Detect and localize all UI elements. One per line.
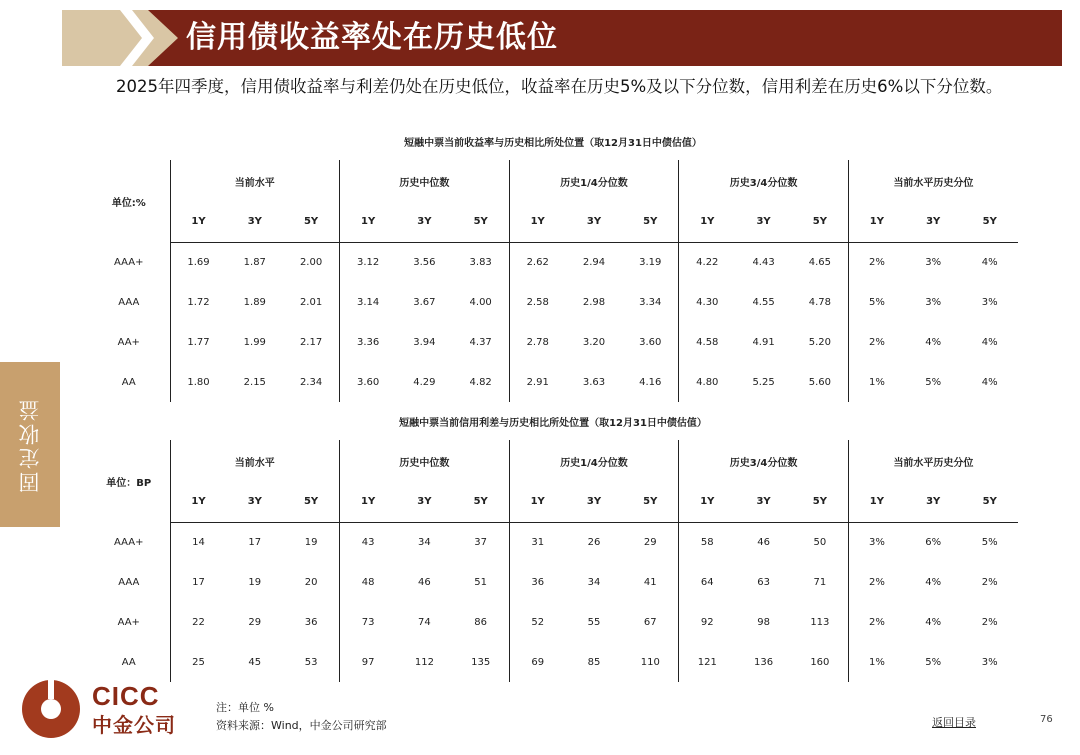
spread-table-cell: 73	[340, 602, 397, 642]
spread-table-cell: 45	[248, 656, 262, 668]
spread-table-year-header: 1Y	[679, 482, 736, 522]
yield-table-group: 历史3/4分位数	[679, 160, 849, 202]
yield-table-cell: 1.69	[170, 242, 227, 282]
spread-table-cell: 25	[170, 642, 227, 682]
spread-table-cell: 26	[587, 536, 601, 548]
yield-table-cell: 3.19	[639, 256, 662, 268]
yield-table-cell: 1.77	[170, 322, 227, 362]
spread-table-cell: 22	[170, 602, 227, 642]
spread-table-cell: 112	[414, 656, 434, 668]
spread-table-year-header: 3Y	[396, 482, 453, 522]
yield-table-year-header: 5Y	[283, 202, 340, 242]
back-to-contents-link[interactable]: 返回目录	[932, 716, 976, 729]
spread-table-year-header: 5Y	[283, 482, 340, 522]
yield-table-cell: 5.25	[752, 376, 775, 388]
yield-table-cell: 3%	[925, 256, 942, 268]
spread-table-cell: 74	[418, 616, 431, 628]
spread-table-group: 历史3/4分位数	[679, 440, 849, 482]
spread-table-group: 历史中位数	[340, 440, 510, 482]
spread-table-cell: 46	[418, 576, 431, 588]
spread-table-year-header: 5Y	[961, 482, 1018, 522]
yield-table-cell: 4.29	[413, 376, 436, 388]
spread-table-group: 历史1/4分位数	[509, 440, 679, 482]
cicc-logo	[20, 678, 200, 738]
spread-table-cell: 1%	[848, 642, 905, 682]
spread-table-unit: 单位：BP	[106, 477, 152, 489]
spread-table-cell: 4%	[925, 616, 942, 628]
spread-table-cell: 51	[474, 576, 488, 588]
yield-table-group: 当前水平	[170, 160, 340, 202]
spread-table-year-header: 3Y	[566, 482, 623, 522]
summary-text: 2025年四季度，信用债收益率与利差仍处在历史低位，收益率在历史5%及以下分位数，信用利差在历史6%以下分位数。	[116, 77, 1003, 96]
spread-table-cell: 3%	[981, 656, 998, 668]
yield-table-group: 历史中位数	[340, 160, 510, 202]
yield-table-cell: 2.00	[299, 256, 323, 268]
yield-table-cell: 1%	[848, 362, 905, 402]
spread-table-cell: 5%	[925, 656, 942, 668]
yield-table-cell: 4%	[981, 336, 998, 348]
spread-table-year-header: 3Y	[905, 482, 962, 522]
page-number: 76	[1040, 714, 1053, 725]
yield-table-year-header: 3Y	[735, 202, 792, 242]
spread-table-year-header: 1Y	[340, 482, 397, 522]
spread-table-year-header: 5Y	[622, 482, 679, 522]
spread-table-year-header: 3Y	[735, 482, 792, 522]
spread-table-year-header: 3Y	[227, 482, 284, 522]
yield-table-cell: 1.99	[243, 336, 266, 348]
page-title: 信用债收益率处在历史低位	[186, 20, 558, 55]
spread-table-cell: 2%	[848, 562, 905, 602]
spread-table-cell: 5%	[981, 536, 998, 548]
spread-table-cell: 92	[679, 602, 736, 642]
yield-table-cell: 3.94	[413, 336, 436, 348]
spread-table-cell: 36	[509, 562, 566, 602]
yield-table-row-label: AAA	[118, 296, 140, 308]
spread-table-group: 当前水平	[170, 440, 340, 482]
spread-table-cell: 19	[248, 576, 262, 588]
yield-table-cell: 2.91	[509, 362, 566, 402]
spread-table-cell: 52	[509, 602, 566, 642]
yield-table-cell: 1.72	[170, 282, 227, 322]
yield-table-cell: 4.78	[808, 296, 831, 308]
spread-table-row-label: AAA+	[114, 536, 144, 548]
spread-table-cell: 6%	[925, 536, 942, 548]
yield-table-group: 历史1/4分位数	[509, 160, 679, 202]
spread-table-cell: 110	[640, 656, 660, 668]
yield-table-cell: 5%	[925, 376, 942, 388]
spread-table-cell: 17	[170, 562, 227, 602]
yield-table-year-header: 1Y	[340, 202, 397, 242]
spread-table-cell: 4%	[925, 576, 942, 588]
unit-note: 注：单位 %	[216, 701, 274, 714]
yield-table-cell: 5%	[848, 282, 905, 322]
spread-table-cell: 2%	[981, 576, 998, 588]
yield-table-cell: 2.94	[582, 256, 606, 268]
spread-table-cell: 2%	[848, 602, 905, 642]
spread-table-cell: 19	[304, 536, 318, 548]
yield-table-cell: 2%	[848, 322, 905, 362]
spread-table-year-header: 1Y	[509, 482, 566, 522]
yield-table-year-header: 3Y	[227, 202, 284, 242]
spread-table-cell: 31	[509, 522, 566, 562]
spread-table-cell: 98	[757, 616, 770, 628]
spread-table-cell: 34	[418, 536, 431, 548]
yield-table-cell: 4.43	[752, 256, 775, 268]
table-row	[88, 562, 1018, 602]
yield-table-year-header: 3Y	[396, 202, 453, 242]
footnote	[216, 699, 387, 735]
spread-table-cell: 113	[810, 616, 830, 628]
yield-table-cell: 3.20	[582, 336, 606, 348]
yield-table-cell: 3.60	[340, 362, 397, 402]
yield-table-year-header: 1Y	[170, 202, 227, 242]
yield-table-cell: 1.89	[243, 296, 266, 308]
yield-table-cell: 4.65	[808, 256, 831, 268]
yield-table-cell: 4%	[981, 256, 998, 268]
spread-table-cell: 29	[248, 616, 262, 628]
spread-table-year-header: 5Y	[792, 482, 849, 522]
spread-table-cell: 121	[679, 642, 736, 682]
yield-table-cell: 4.58	[679, 322, 736, 362]
yield-table-cell: 3.67	[413, 296, 436, 308]
yield-table-cell: 3.14	[340, 282, 397, 322]
yield-table-group: 当前水平历史分位	[848, 160, 1018, 202]
yield-table-cell: 5.60	[808, 376, 831, 388]
yield-table-cell: 3.63	[582, 376, 606, 388]
spread-table-group: 当前水平历史分位	[848, 440, 1018, 482]
yield-table-row-label: AA	[121, 376, 136, 388]
yield-table-year-header: 3Y	[566, 202, 623, 242]
spread-table-cell: 17	[248, 536, 262, 548]
spread-table-row-label: AA+	[117, 616, 140, 628]
yield-table-cell: 3.56	[413, 256, 436, 268]
yield-table-year-header: 5Y	[622, 202, 679, 242]
spread-table-cell: 71	[813, 576, 827, 588]
spread-table-cell: 69	[509, 642, 566, 682]
spread-table-cell: 97	[340, 642, 397, 682]
spread-table-cell: 55	[587, 616, 601, 628]
spread-table-cell: 135	[471, 656, 491, 668]
spread-table-cell: 41	[643, 576, 657, 588]
spread-table-cell: 36	[304, 616, 318, 628]
spread-table-cell: 14	[170, 522, 227, 562]
logo-text-en: CICC	[92, 681, 160, 711]
spread-table-year-header	[88, 482, 1018, 522]
yield-table-cell: 3.12	[340, 242, 397, 282]
section-side-tab-label: 固定收益	[18, 396, 42, 493]
spread-table-cell: 43	[340, 522, 397, 562]
yield-table-cell: 2.17	[299, 336, 323, 348]
table-row	[88, 282, 1018, 322]
spread-table-cell: 136	[754, 656, 774, 668]
spread-table-row-label: AA	[121, 656, 136, 668]
yield-table-year-header: 3Y	[905, 202, 962, 242]
table-row	[88, 522, 1018, 562]
yield-table-cell: 3%	[925, 296, 942, 308]
spread-table-row-label: AAA	[118, 576, 140, 588]
spread-table-year-header: 5Y	[453, 482, 510, 522]
yield-table-cell: 5.20	[808, 336, 831, 348]
table-row	[88, 242, 1018, 282]
spread-table-cell: 3%	[848, 522, 905, 562]
table-row	[88, 322, 1018, 362]
yield-table-cell: 4.91	[752, 336, 775, 348]
yield-table-cell: 3.34	[639, 296, 662, 308]
spread-table-cell: 160	[810, 656, 830, 668]
yield-table-year-header	[88, 202, 1018, 242]
yield-table-cell: 1.87	[243, 256, 266, 268]
spread-table-year-header: 1Y	[170, 482, 227, 522]
yield-table-cell: 3.60	[639, 336, 662, 348]
yield-table-row-label: AA+	[117, 336, 140, 348]
yield-table-year-header: 5Y	[961, 202, 1018, 242]
table-row	[88, 362, 1018, 402]
yield-table-cell: 2.34	[299, 376, 323, 388]
yield-table-cell: 2.01	[299, 296, 323, 308]
yield-table	[88, 160, 1018, 402]
table-row	[88, 642, 1018, 682]
spread-table-cell: 50	[813, 536, 827, 548]
spread-table-cell: 86	[474, 616, 488, 628]
spread-table-cell: 46	[757, 536, 770, 548]
yield-table-cell: 3.36	[340, 322, 397, 362]
section-side-tab	[0, 362, 60, 527]
spread-table-cell: 53	[304, 656, 318, 668]
yield-table-cell: 2.98	[582, 296, 606, 308]
spread-table-cell: 85	[587, 656, 601, 668]
yield-table-year-header: 1Y	[509, 202, 566, 242]
source-note: 资料来源：Wind，中金公司研究部	[216, 719, 387, 732]
spread-table-body	[88, 522, 1018, 682]
yield-table-year-header: 5Y	[453, 202, 510, 242]
yield-table-cell: 2.58	[509, 282, 566, 322]
yield-table-cell: 4.22	[679, 242, 736, 282]
logo-text-cn: 中金公司	[92, 713, 176, 737]
yield-table-cell: 4%	[925, 336, 942, 348]
yield-table-unit: 单位:%	[111, 197, 146, 209]
spread-table-cell: 20	[304, 576, 318, 588]
yield-table-cell: 4.16	[639, 376, 662, 388]
spread-table-caption: 短融中票当前信用利差与历史相比所处位置（取12月31日中债估值）	[399, 418, 707, 429]
yield-table-cell: 2%	[848, 242, 905, 282]
yield-table-cell: 4.55	[752, 296, 775, 308]
cicc-logo-mark-icon	[22, 680, 80, 738]
yield-table-cell: 4.82	[469, 376, 492, 388]
yield-table-cell: 2.78	[509, 322, 566, 362]
yield-table-body	[88, 242, 1018, 402]
yield-table-cell: 2.15	[243, 376, 266, 388]
spread-table-cell: 29	[643, 536, 657, 548]
spread-table-cell: 48	[340, 562, 397, 602]
yield-table-cell: 4.00	[469, 296, 492, 308]
yield-table-cell: 3%	[981, 296, 998, 308]
spread-table-cell: 58	[679, 522, 736, 562]
yield-table-cell: 3.83	[469, 256, 492, 268]
spread-table-cell: 64	[679, 562, 736, 602]
yield-table-cell: 4.37	[469, 336, 492, 348]
spread-table-year-header: 1Y	[848, 482, 905, 522]
yield-table-group-header	[88, 160, 1018, 202]
yield-table-year-header: 5Y	[792, 202, 849, 242]
yield-table-year-header: 1Y	[848, 202, 905, 242]
yield-table-cell: 1.80	[170, 362, 227, 402]
yield-table-cell: 2.62	[509, 242, 566, 282]
table-row	[88, 602, 1018, 642]
spread-table-cell: 67	[643, 616, 657, 628]
spread-table-cell: 63	[757, 576, 770, 588]
yield-table-year-header: 1Y	[679, 202, 736, 242]
spread-table-group-header	[88, 440, 1018, 482]
spread-table	[88, 440, 1018, 682]
yield-table-caption: 短融中票当前收益率与历史相比所处位置（取12月31日中债估值）	[404, 138, 702, 149]
yield-table-cell: 4.30	[679, 282, 736, 322]
yield-table-cell: 4%	[981, 376, 998, 388]
yield-table-row-label: AAA+	[114, 256, 144, 268]
spread-table-cell: 2%	[981, 616, 998, 628]
spread-table-cell: 34	[587, 576, 601, 588]
yield-table-cell: 4.80	[679, 362, 736, 402]
spread-table-cell: 37	[474, 536, 488, 548]
